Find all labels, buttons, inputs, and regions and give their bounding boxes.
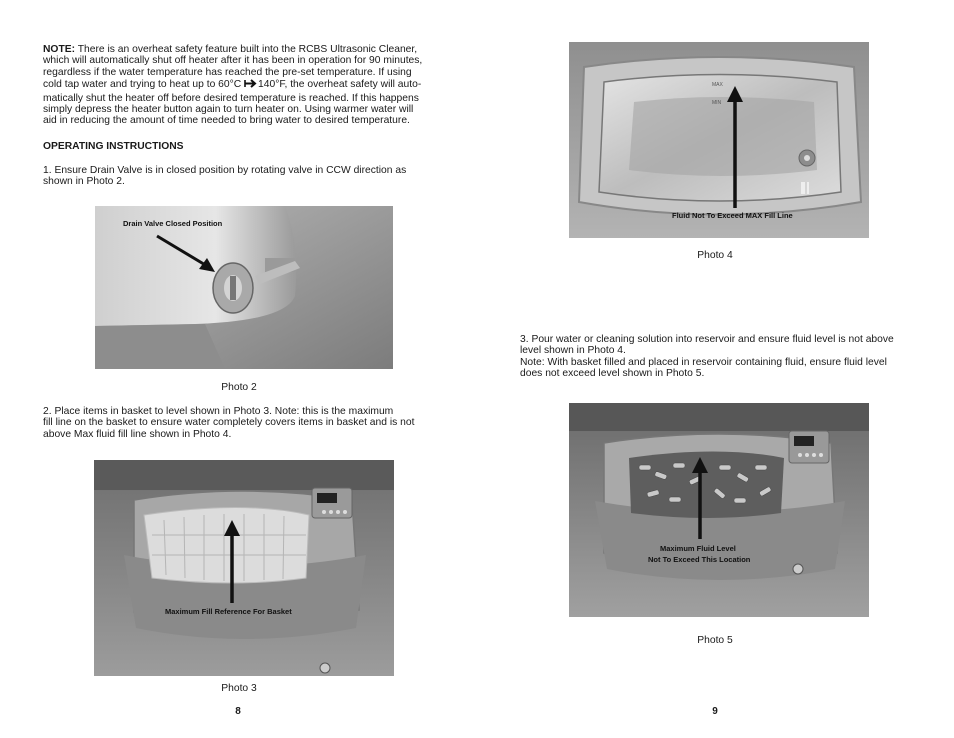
photo-3-label: Maximum Fill Reference For Basket — [165, 607, 292, 616]
note-line-3: regardless if the water temperature has reached the pre-set temperature. If using — [43, 66, 412, 78]
photo-4-caption: Photo 4 — [697, 250, 733, 261]
note-label: NOTE: — [43, 44, 76, 55]
right-arrow-icon — [244, 78, 258, 92]
photo-4-reservoir — [569, 42, 869, 238]
photo-5-label-line-1: Maximum Fluid Level — [660, 544, 736, 553]
svg-text:MAX: MAX — [712, 82, 723, 88]
note-line-2: which will automatically shut off heater after it has been in operation for 90 minutes, — [43, 55, 423, 67]
overheat-note — [43, 44, 443, 127]
photo-2-caption: Photo 2 — [221, 382, 257, 393]
note-line-4: cold tap water and trying to heat up to 60°C 140°F, the overheat safety will auto- — [43, 78, 443, 92]
step-2-text: 2. Place items in basket to level shown in Photo 3. Note: this is the maximum fill line on the basket to ensure water completely covers items in basket and is not above Max fluid fill line shown in Photo 4. — [43, 406, 415, 440]
photo-5-label-line-2: Not To Exceed This Location — [648, 555, 751, 564]
photo-3-caption: Photo 3 — [221, 683, 257, 694]
step-3-text: 3. Pour water or cleaning solution into reservoir and ensure fluid level is not above level shown in Photo 4. Note: With basket filled and placed in reservoir containing fluid, ensure fluid level does not exceed level shown in Photo 5. — [520, 334, 894, 380]
page-number-right: 9 — [712, 706, 718, 717]
note-line-1: NOTE: There is an overheat safety feature built into the RCBS Ultrasonic Cleaner, — [43, 44, 418, 55]
photo-2-label: Drain Valve Closed Position — [123, 219, 223, 228]
photo-5-caption: Photo 5 — [697, 635, 733, 646]
note-line-5: matically shut the heater off before desired temperature is reached. If this happens — [43, 92, 419, 104]
note-line-7: aid in reducing the amount of time needed to bring water to desired temperature. — [43, 115, 410, 127]
photo-2-drain-valve — [95, 206, 393, 369]
page-number-left: 8 — [235, 706, 241, 717]
svg-text:MIN: MIN — [712, 100, 722, 106]
photo-4-label: Fluid Not To Exceed MAX Fill Line — [672, 211, 793, 220]
step-1-text: 1. Ensure Drain Valve is in closed position by rotating valve in CCW direction as shown in Photo 2. — [43, 165, 407, 188]
photo-3-basket — [94, 460, 394, 676]
note-line-6: simply depress the heater button again to turn heater on. Using warmer water will — [43, 104, 414, 116]
operating-instructions-heading: OPERATING INSTRUCTIONS — [43, 141, 184, 152]
photo-5-filled-basket — [569, 403, 869, 617]
